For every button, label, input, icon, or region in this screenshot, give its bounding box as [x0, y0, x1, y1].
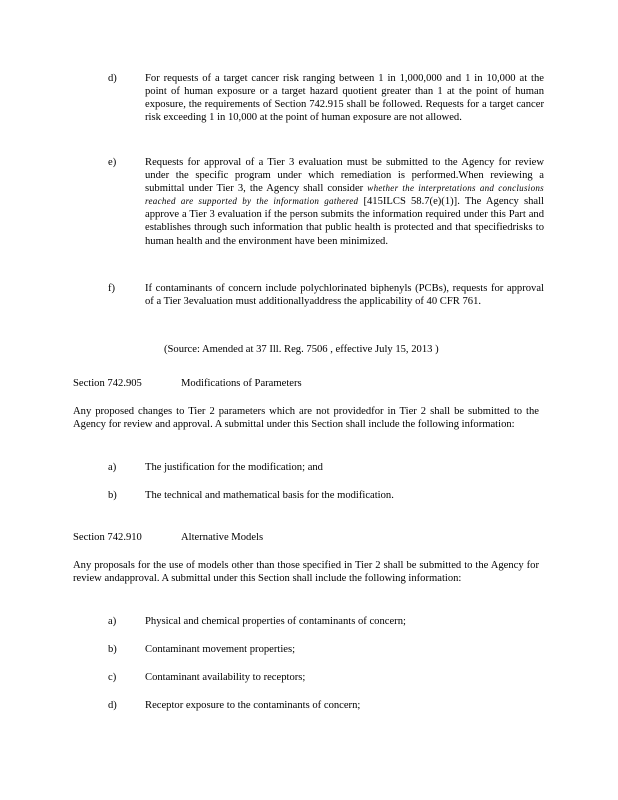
list-item: [108, 699, 544, 712]
item-label: a): [108, 462, 117, 473]
section-title: Modifications of Parameters: [181, 378, 302, 389]
section-heading: [73, 377, 473, 390]
section-number: Section 742.910: [73, 532, 142, 543]
section-intro: Any proposals for the use of models other than those specified in Tier 2 shall be submitted to the Agency for review andapproval. A submittal under this Section shall include the following information:: [73, 560, 539, 585]
section-heading: [73, 531, 473, 544]
item-label: d): [108, 700, 117, 711]
list-item: [108, 489, 544, 502]
list-item: [108, 461, 544, 474]
item-text: The justification for the modification; and: [145, 462, 323, 473]
item-text: [145, 156, 544, 248]
item-label: b): [108, 644, 117, 655]
item-label: d): [108, 73, 117, 84]
list-item: [108, 156, 544, 248]
list-item: [108, 643, 544, 656]
item-text-part: [415ILCS 58.7(e)(1)]. The Agency shall approve a Tier 3 evaluation if the person submits the information required under this Part and establishes through such information that public health is protected and that specifiedrisks to human health and the environment have been minimized.: [145, 196, 544, 247]
item-text: Physical and chemical properties of contaminants of concern;: [145, 616, 406, 627]
item-text: If contaminants of concern include polychlorinated biphenyls (PCBs), requests for approval of a Tier 3evaluation must additionallyaddress the applicability of 40 CFR 761.: [145, 283, 544, 308]
source-note: (Source: Amended at 37 Ill. Reg. 7506 , effective July 15, 2013 ): [164, 344, 439, 355]
item-text: Contaminant movement properties;: [145, 644, 296, 655]
item-label: b): [108, 490, 117, 501]
item-label: f): [108, 283, 116, 294]
item-text: The technical and mathematical basis for the modification.: [145, 490, 394, 501]
list-item: [108, 615, 544, 628]
section-intro: Any proposed changes to Tier 2 parameters which are not providedfor in Tier 2 shall be submitted to the Agency for review and approval. A submittal under this Section shall include the following information:: [73, 406, 539, 431]
item-text-part: Requests for approval of a Tier 3 evaluation must be submitted to the Agency for review under the specific program under which remediation is performed.When reviewing a submittal under Tier 3, the Agency shall consider: [145, 157, 544, 195]
item-text: For requests of a target cancer risk ranging between 1 in 1,000,000 and 1 in 10,000 at the point of human exposure or a target hazard quotient greater than 1 at the point of human exposure, the requirements of Section 742.915 shall be followed. Requests for a target cancer risk exceeding 1 in 10,000 at the point of human exposure are not allowed.: [145, 73, 544, 124]
item-text: Receptor exposure to the contaminants of concern;: [145, 700, 361, 711]
list-item: [108, 282, 544, 308]
list-item: [108, 72, 544, 124]
list-item: [108, 671, 544, 684]
statutory-quote: whether the interpretations and conclusions reached are supported by the information gathered: [145, 183, 544, 207]
item-text: Contaminant availability to receptors;: [145, 672, 306, 683]
item-label: e): [108, 157, 117, 168]
item-label: c): [108, 672, 117, 683]
section-number: Section 742.905: [73, 378, 142, 389]
section-title: Alternative Models: [181, 532, 264, 543]
item-label: a): [108, 616, 117, 627]
